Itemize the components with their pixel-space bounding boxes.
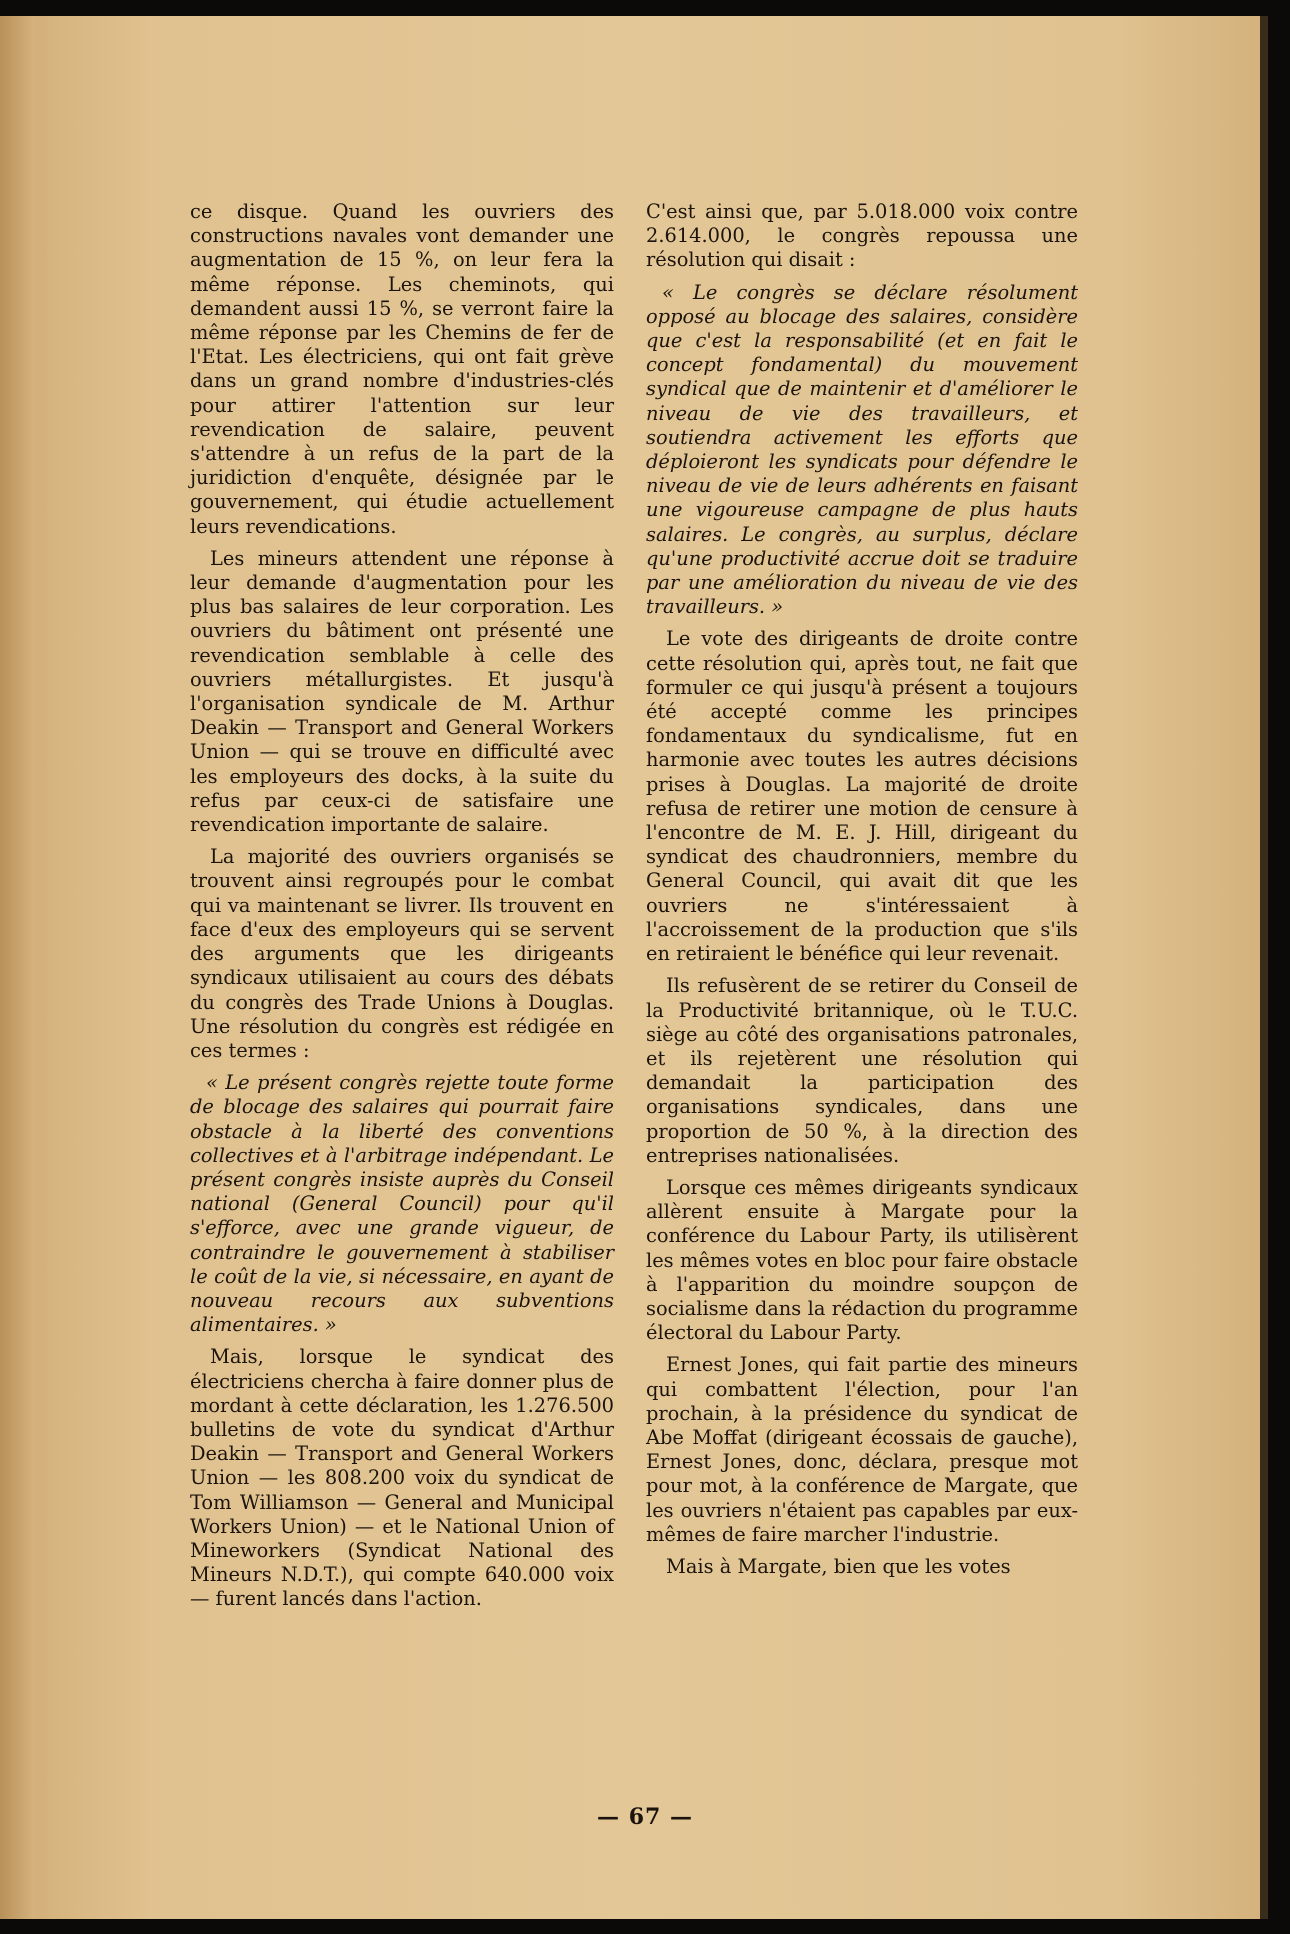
paragraph: Ernest Jones, qui fait partie des mineurs qui combattent l'élection, pour l'an prochain, à la présidence du syndicat de Abe Moffat (dirigeant écossais de gauche), Ernest Jones, donc, déclara, presque mot pour mot, à la conférence de Margate, que les ouvriers n'étaient pas capables par eux-mêmes de faire marcher l'industrie. [646,1353,1078,1546]
paragraph: C'est ainsi que, par 5.018.000 voix contre 2.614.000, le congrès repoussa une résolution qui disait : [646,200,1078,272]
paragraph: Ils refusèrent de se retirer du Conseil de la Productivité britannique, où le T.U.C. siège au côté des organisations patronales, et ils rejetèrent une résolution qui demandait la participation des organisations syndicales, dans une proportion de 50 %, à la direction des entreprises nationalisées. [646,974,1078,1167]
quoted-resolution: « Le congrès se déclare résolument opposé au blocage des salaires, considère que c'est la responsabilité (et en fait le concept fondamental) du mouvement syndical que de maintenir et d'améliorer le niveau de vie des travailleurs, et soutiendra activement les efforts que déploieront les syndicats pour défendre le niveau de vie de leurs adhérents en faisant une vigoureuse campagne de plus hauts salaires. Le congrès, au surplus, déclare qu'une productivité accrue doit se traduire par une amélioration du niveau de vie des travailleurs. » [646,280,1078,619]
left-column [190,200,614,1620]
paragraph: La majorité des ouvriers organisés se trouvent ainsi regroupés pour le combat qui va maintenant se livrer. Ils trouvent en face d'eux des employeurs qui se servent des arguments que les dirigeants syndicaux utilisaient au cours des débats du congrès des Trade Unions à Douglas. Une résolution du congrès est rédigée en ces termes : [190,845,614,1062]
paragraph: ce disque. Quand les ouvriers des constructions navales vont demander une augmentation de 15 %, on leur fera la même réponse. Les cheminots, qui demandent aussi 15 %, se verront faire la même réponse par les Chemins de fer de l'Etat. Les électriciens, qui ont fait grève dans un grand nombre d'industries-clés pour attirer l'attention sur leur revendication de salaire, peuvent s'attendre à un refus de la part de la juridiction d'enquête, désignée par le gouvernement, qui étudie actuellement leurs revendications. [190,200,614,538]
paragraph: Lorsque ces mêmes dirigeants syndicaux allèrent ensuite à Margate pour la conférence du Labour Party, ils utilisèrent les mêmes votes en bloc pour faire obstacle à l'apparition du moindre soupçon de socialisme dans la rédaction du programme électoral du Labour Party. [646,1175,1078,1345]
page-number: — 67 — [597,1804,693,1830]
paragraph: Mais, lorsque le syndicat des électriciens chercha à faire donner plus de mordant à cette déclaration, les 1.276.500 bulletins de vote du syndicat d'Arthur Deakin — Transport and General Workers Union — les 808.200 voix du syndicat de Tom Williamson — General and Municipal Workers Union) — et le National Union of Mineworkers (Syndicat National des Mineurs N.D.T.), qui compte 640.000 voix — furent lancés dans l'action. [190,1345,614,1611]
right-column [646,200,1078,1587]
paragraph: Les mineurs attendent une réponse à leur demande d'augmentation pour les plus bas salaires de leur corporation. Les ouvriers du bâtiment ont présenté une revendication semblable à celle des ouvriers métallurgistes. Et jusqu'à l'organisation syndicale de M. Arthur Deakin — Transport and General Workers Union — qui se trouve en difficulté avec les employeurs des docks, à la suite du refus par ceux-ci de satisfaire une revendication importante de salaire. [190,546,614,837]
quoted-resolution: « Le présent congrès rejette toute forme de blocage des salaires qui pourrait faire obstacle à la liberté des conventions collectives et à l'arbitrage indépendant. Le présent congrès insiste auprès du Conseil national (General Council) pour qu'il s'efforce, avec une grande vigueur, de contraindre le gouvernement à stabiliser le coût de la vie, si nécessaire, en ayant de nouveau recours aux subventions alimentaires. » [190,1071,614,1337]
paragraph: Mais à Margate, bien que les votes [666,1554,1011,1578]
paragraph: Le vote des dirigeants de droite contre cette résolution qui, après tout, ne fait que formuler ce qui jusqu'à présent a toujours été accepté comme les principes fondamentaux du syndicalisme, fut en harmonie avec toutes les autres décisions prises à Douglas. La majorité de droite refusa de retirer une motion de censure à l'encontre de M. E. J. Hill, dirigeant du syndicat des chaudronniers, membre du General Council, qui avait dit que les ouvriers ne s'intéressaient à l'accroissement de la production que s'ils en retiraient le bénéfice qui leur revenait. [646,627,1078,966]
book-page [0,16,1268,1919]
